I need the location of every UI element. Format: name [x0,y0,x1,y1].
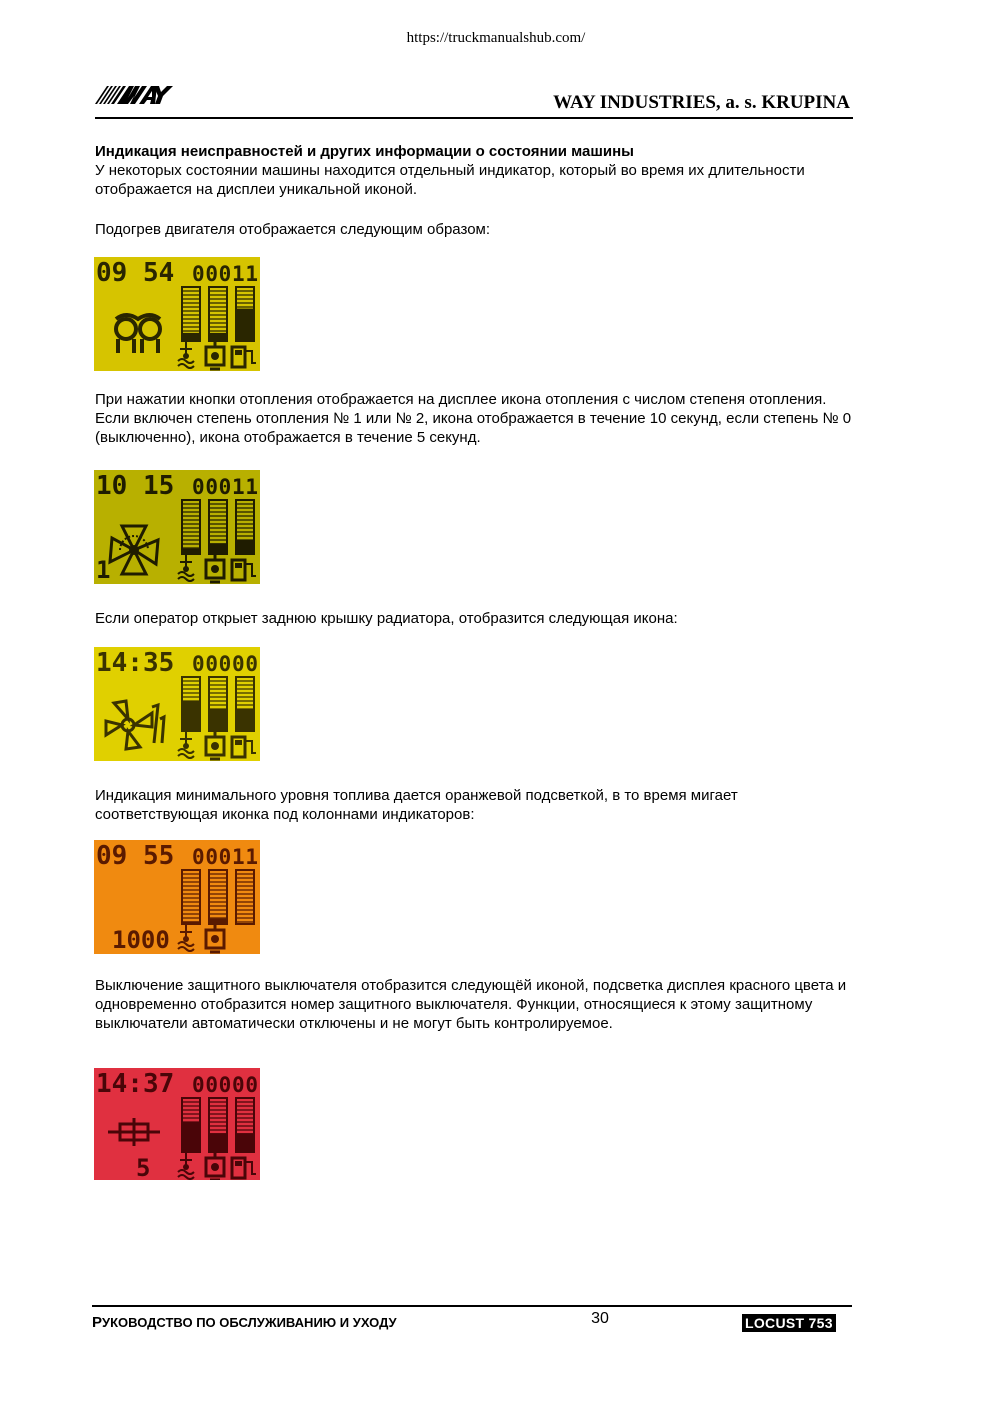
lcd-bottom-value: 1 [96,556,111,584]
section-title: Индикация неисправностей и других информации о состоянии машины [95,143,634,160]
section-intro [95,142,855,199]
company-name: WAY INDUSTRIES, a. s. KRUPINA [553,92,850,113]
preheat-text: Подогрев двигателя отображается следующим образом: [95,221,491,238]
footer-divider [92,1305,852,1307]
lcd-preheat [94,257,260,371]
lcd-clock: 10 15 [96,471,175,501]
heating-text: При нажатии кнопки отопления отображается на дисплее икона отопления с числом степеня отопления. Если включен степень отопления № 1 или № 2, икона отображается в течение 10 секунд, если степень № 0 (выключенно), икона отображается в течение 5 секунд. [95,391,852,446]
source-url[interactable]: https://truckmanualshub.com/ [406,30,586,46]
lcd-clock: 09 55 [96,841,175,871]
lcd-counter: 00000 [192,652,258,676]
lcd-fuel [94,840,260,954]
manual-title-rest: УКОВОДСТВО ПО ОБСЛУЖИВАНИЮ И УХОДУ [102,1315,397,1330]
lcd-breaker [94,1068,260,1180]
lcd-clock: 09 54 [96,258,175,288]
lcd-bottom-value: 5 [136,1154,151,1180]
lcd-counter: 00011 [192,845,258,869]
lcd-bottom-value: 1000 [112,926,170,954]
way-logo-icon [95,86,175,109]
lcd-clock: 14:37 [96,1069,175,1099]
lcd-level-column [182,1098,200,1152]
header-divider [95,117,853,119]
fuel-text: Индикация минимального уровня топлива дается оранжевой подсветкой, в то время мигает соответствующая иконка под колоннами индикаторов: [95,787,738,823]
radiator-text: Если оператор открыет заднюю крышку радиатора, отобразится следующая икона: [95,610,678,627]
lcd-counter: 00011 [192,262,258,286]
lcd-level-column [236,287,254,341]
breaker-text: Выключение защитного выключателя отобразится следующёй иконой, подсветка дисплея красного цвета и одновременно отобразится номер защитного выключателя. Функции, относящиеся к этому защитному выключатели автоматически отключены и не могут быть контролируемое. [95,977,847,1032]
lcd-level-column [182,677,200,731]
lcd-heating [94,470,260,584]
manual-title-initial: Р [92,1314,103,1331]
page-number: 30 [591,1310,609,1327]
lcd-counter: 00011 [192,475,258,499]
model-badge: LOCUST 753 [742,1314,836,1332]
lcd-radiator [94,647,260,761]
lcd-clock: 14:35 [96,648,175,678]
lcd-counter: 00000 [192,1073,258,1097]
intro-text: У некоторых состоянии машины находится отдельный индикатор, который во время их длительности отображается на дисплеи уникальной иконой. [95,162,805,198]
